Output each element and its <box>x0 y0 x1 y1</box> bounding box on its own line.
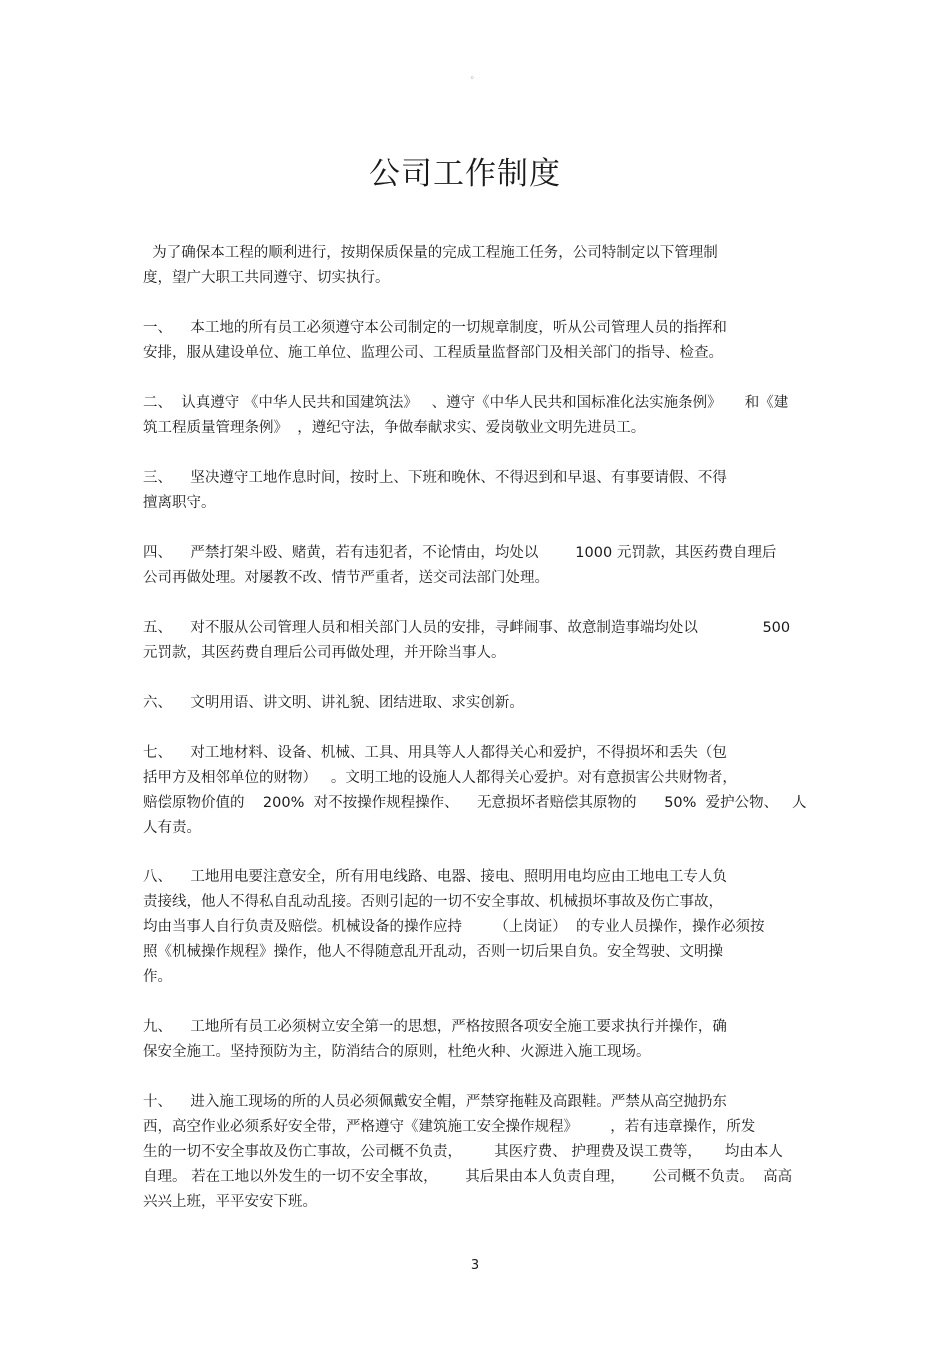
paragraph-line: 兴兴上班，平平安安下班。 <box>143 1194 317 1210</box>
paragraph-line: 二、 认真遵守 《中华人民共和国建筑法》 、遵守《中华人民共和国标准化法实施条例》 和《建 <box>143 395 789 411</box>
paragraph-line: 作。 <box>143 969 172 985</box>
paragraph-line: 均由当事人自行负责及赔偿。机械设备的操作应持 （上岗证） 的专业人员操作，操作必须按 <box>143 919 765 935</box>
paragraph-line: 一、 本工地的所有员工必须遵守本公司制定的一切规章制度，听从公司管理人员的指挥和 <box>143 320 727 336</box>
paragraph-line: 自理。 若在工地以外发生的一切不安全事故， 其后果由本人负责自理， 公司概不负责。 高高 <box>143 1169 793 1185</box>
paragraph-line: 保安全施工。坚持预防为主，防消结合的原则，杜绝火种、火源进入施工现场。 <box>143 1044 651 1060</box>
paragraph-line: 为了确保本工程的顺利进行，按期保质保量的完成工程施工任务，公司特制定以下管理制 <box>143 245 718 261</box>
paragraph-line: 元罚款，其医药费自理后公司再做处理，并开除当事人。 <box>143 645 506 661</box>
paragraph-line: 七、 对工地材料、设备、机械、工具、用具等人人都得关心和爱护，不得损坏和丢失（包 <box>143 745 727 761</box>
paragraph-line: 度，望广大职工共同遵守、切实执行。 <box>143 270 390 286</box>
paragraph-line: 三、 坚决遵守工地作息时间，按时上、下班和晚休、不得迟到和早退、有事要请假、不得 <box>143 470 727 486</box>
page-number: 3 <box>470 1258 480 1273</box>
paragraph-line: 安排，服从建设单位、施工单位、监理公司、工程质量监督部门及相关部门的指导、检查。 <box>143 345 723 361</box>
paragraph-line: 照《机械操作规程》操作，他人不得随意乱开乱动，否则一切后果自负。安全驾驶、文明操 <box>143 944 723 960</box>
paragraph-line: 八、 工地用电要注意安全，所有用电线路、电器、接电、照明用电均应由工地电工专人负 <box>143 869 727 885</box>
paragraph-line: 西，高空作业必须系好安全带，严格遵守《建筑施工安全操作规程》 ，若有违章操作，所发 <box>143 1119 756 1135</box>
paragraph-line: 筑工程质量管理条例》 ，遵纪守法，争做奉献求实、爱岗敬业文明先进员工。 <box>143 420 646 436</box>
paragraph-line: 责接线，他人不得私自乱动乱接。否则引起的一切不安全事故、机械损坏事故及伤亡事故， <box>143 894 723 910</box>
paragraph-line: 四、 严禁打架斗殴、赌黄，若有违犯者，不论情由，均处以 1000 元罚款，其医药费自理后 <box>143 545 777 561</box>
header-mark: 。 <box>470 71 480 81</box>
paragraph-line: 括甲方及相邻单位的财物） 。文明工地的设施人人都得关心爱护。对有意损害公共财物者， <box>143 770 737 786</box>
paragraph-line: 五、 对不服从公司管理人员和相关部门人员的安排，寻衅闹事、故意制造事端均处以 500 <box>143 620 791 636</box>
page-title: 公司工作制度 <box>369 156 561 192</box>
paragraph-line: 十、 进入施工现场的所的人员必须佩戴安全帽，严禁穿拖鞋及高跟鞋。严禁从高空抛扔东 <box>143 1094 727 1110</box>
paragraph-line: 赔偿原物价值的 200% 对不按操作规程操作、 无意损坏者赔偿其原物的 50% 爱护公物、 人 <box>143 795 807 811</box>
paragraph-line: 人有责。 <box>143 820 201 836</box>
paragraph-line: 擅离职守。 <box>143 495 216 511</box>
paragraph-line: 九、 工地所有员工必须树立安全第一的思想，严格按照各项安全施工要求执行并操作，确 <box>143 1019 727 1035</box>
paragraph-line: 六、 文明用语、讲文明、讲礼貌、团结进取、求实创新。 <box>143 695 524 711</box>
paragraph-line: 公司再做处理。对屡教不改、情节严重者，送交司法部门处理。 <box>143 570 549 586</box>
paragraph-line: 生的一切不安全事故及伤亡事故，公司概不负责， 其医疗费、 护理费及误工费等， 均由本人 <box>143 1144 783 1160</box>
